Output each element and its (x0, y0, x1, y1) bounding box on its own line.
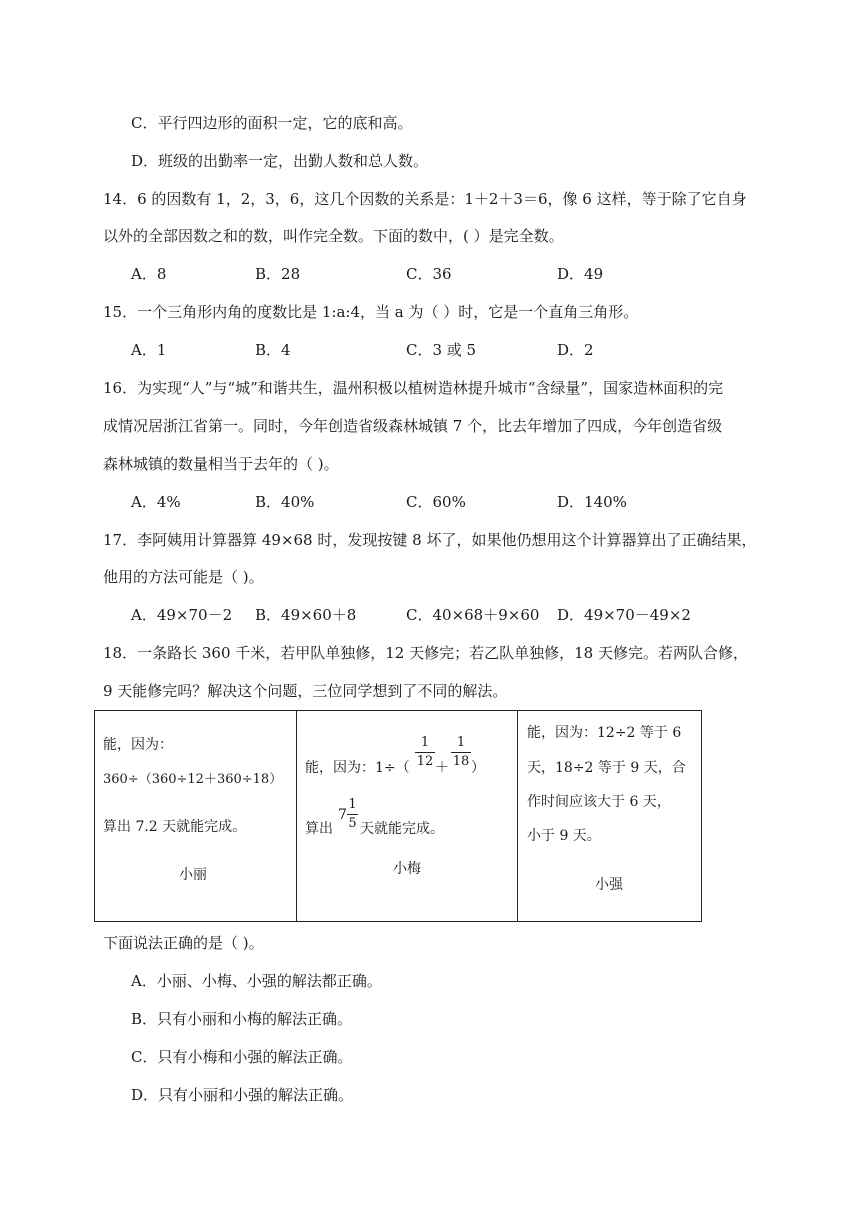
xiaoli-line3: 算出 7.2 天就能完成。 (103, 819, 247, 835)
q17-stem-line2: 他用的方法可能是（ )。 (103, 568, 264, 586)
q14-option-a: A．8 (131, 265, 167, 283)
xiaoli-name: 小丽 (179, 867, 207, 883)
xiaoli-line1: 能，因为： (103, 737, 173, 753)
q16-stem-line2: 成情况居浙江省第一。同时，今年创造省级森林城镇 7 个，比去年增加了四成，今年创造省级 (103, 417, 723, 435)
table-divider (296, 711, 297, 921)
q15-stem-line1: 15．一个三角形内角的度数比是 1:a:4，当 a 为（ ）时，它是一个直角三角形。 (103, 303, 639, 321)
xiaomei-name: 小梅 (393, 861, 421, 877)
q16-stem-line1: 16．为实现“人”与“城”和谐共生，温州积极以植树造林提升城市“含绿量”，国家造林面积的完 (103, 379, 724, 397)
q17-option-d: D．49×70－49×2 (557, 606, 691, 624)
q14-option-c: C．36 (406, 265, 452, 283)
q16-option-d: D．140% (557, 493, 627, 511)
xiaoli-line2: 360÷（360÷12＋360÷18） (103, 772, 283, 787)
fraction-1-12 (415, 735, 435, 770)
q16-option-a: A．4% (131, 493, 181, 511)
frac3-bar (347, 814, 358, 815)
q18-option-c: C．只有小梅和小强的解法正确。 (131, 1048, 353, 1066)
frac3-numerator: 1 (348, 797, 357, 812)
q18-question: 下面说法正确的是（ )。 (103, 934, 264, 952)
q14-stem-line1: 14．6 的因数有 1，2，3，6，这几个因数的关系是：1＋2＋3＝6，像 6 这样，等于除了它自身 (103, 190, 747, 208)
xiaomei-suffix: ） (471, 760, 485, 776)
q15-option-d: D．2 (557, 341, 594, 359)
q15-option-c: C．3 或 5 (406, 341, 477, 359)
mixed-whole: 7 (338, 807, 347, 823)
q16-option-b: B．40% (255, 493, 315, 511)
q18-option-b: B．只有小丽和小梅的解法正确。 (131, 1010, 353, 1028)
q18-option-a: A．小丽、小梅、小强的解法都正确。 (131, 972, 382, 990)
frac3-denominator: 5 (348, 816, 357, 831)
q14-stem-line2: 以外的全部因数之和的数，叫作完全数。下面的数中，( ）是完全数。 (103, 227, 564, 245)
frac2-bar (451, 752, 471, 753)
xiaomei-prefix: 能，因为：1÷（ (305, 760, 410, 776)
q13-option-d: D．班级的出勤率一定，出勤人数和总人数。 (131, 152, 429, 170)
q18-option-d: D．只有小丽和小强的解法正确。 (131, 1086, 354, 1104)
frac1-bar (415, 752, 435, 753)
q15-option-b: B．4 (255, 341, 291, 359)
q14-option-b: B．28 (255, 265, 301, 283)
frac2-denominator: 18 (452, 754, 470, 769)
xiaomei-calc-prefix: 算出 (305, 821, 333, 837)
q13-option-c: C．平行四边形的面积一定，它的底和高。 (131, 114, 413, 132)
frac1-numerator: 1 (420, 735, 430, 750)
q15-option-a: A．1 (131, 341, 167, 359)
table-divider (517, 711, 518, 921)
q17-option-c: C．40×68＋9×60 (406, 606, 540, 624)
xiaomei-calc-suffix: 天就能完成。 (360, 821, 444, 837)
fraction-1-5 (347, 797, 358, 832)
q14-option-d: D．49 (557, 265, 604, 283)
q16-stem-line3: 森林城镇的数量相当于去年的（ )。 (103, 455, 339, 473)
xiaoqiang-name: 小强 (595, 877, 623, 893)
fraction-1-18 (451, 735, 471, 770)
q17-option-b: B．49×60＋8 (255, 606, 357, 624)
xiaoqiang-line1: 能，因为：12÷2 等于 6 (527, 725, 682, 741)
q17-option-a: A．49×70－2 (131, 606, 233, 624)
q18-stem-line2: 9 天能修完吗？解决这个问题，三位同学想到了不同的解法。 (103, 682, 508, 700)
q18-stem-line1: 18．一条路长 360 千米，若甲队单独修，12 天修完；若乙队单独修，18 天修完。若两队合修， (103, 644, 748, 662)
solutions-table (94, 710, 702, 922)
q16-option-c: C．60% (406, 493, 466, 511)
frac2-numerator: 1 (456, 735, 466, 750)
frac1-denominator: 12 (416, 754, 434, 769)
q17-stem-line1: 17．李阿姨用计算器算 49×68 时，发现按键 8 坏了，如果他仍想用这个计算器算出了正确结果， (103, 531, 757, 549)
xiaomei-plus: ＋ (435, 760, 449, 776)
xiaoqiang-line3: 作时间应该大于 6 天， (527, 794, 671, 810)
xiaoqiang-line2: 天，18÷2 等于 9 天，合 (527, 760, 686, 776)
xiaoqiang-line4: 小于 9 天。 (527, 828, 601, 844)
